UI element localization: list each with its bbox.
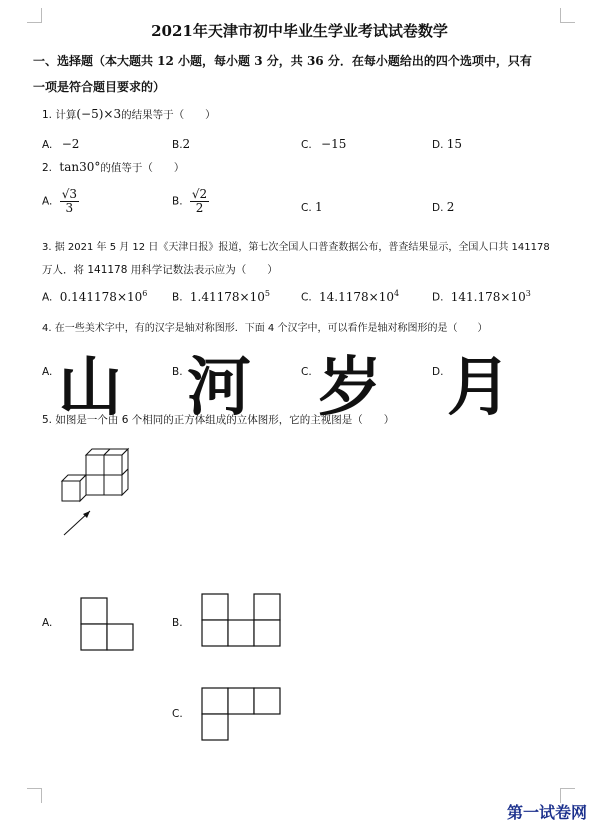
section-heading-line1: 一、选择题（本大题共 12 小题，每小题 3 分，共 36 分．在每小题给出的四个选项中，只有 (33, 54, 532, 68)
fraction-numerator: √2 (191, 187, 208, 201)
option-label: C. (301, 202, 312, 214)
option-value: 2 (182, 137, 191, 151)
q1-option-d[interactable] (432, 137, 462, 151)
option-exponent: 3 (525, 289, 531, 298)
question-4-stem: 4. 在一些美术字中，有的汉字是轴对称图形．下面 4 个汉字中，可以看作是轴对称图形的是（ ） (42, 323, 488, 334)
q4-option-c-label[interactable]: C. (301, 366, 312, 378)
option-label: B. (172, 139, 183, 151)
q2-option-b[interactable] (172, 188, 209, 215)
option-label: A. (42, 291, 53, 304)
question-5-stem: 5. 如图是一个由 6 个相同的正方体组成的立体图形，它的主视图是（ ） (42, 414, 395, 426)
q4-option-c-character: 岁 (318, 351, 382, 425)
option-label: D. (432, 139, 444, 151)
q5-option-a-figure (80, 597, 136, 653)
q5-option-c-label[interactable]: C. (172, 708, 183, 720)
option-exponent: 4 (393, 289, 400, 298)
q5-option-c-figure (201, 687, 283, 743)
fraction-denominator: 2 (195, 201, 204, 215)
section-heading-line2: 一项是符合题目要求的） (33, 80, 166, 94)
question-1-stem (42, 107, 216, 122)
q5-option-a-label[interactable]: A. (42, 617, 53, 629)
q2-stem-prefix: 2. (42, 162, 53, 174)
q4-option-a-label[interactable]: A. (42, 366, 53, 378)
q1-option-b[interactable] (172, 137, 190, 151)
option-exponent: 5 (264, 289, 270, 298)
q4-option-d-character: 月 (447, 351, 511, 425)
q3-option-c[interactable] (301, 289, 399, 304)
q2-stem-suffix: 的值等于（ ） (100, 162, 185, 174)
watermark-logo: 第一试卷网 (506, 803, 587, 822)
option-label: B. (172, 291, 183, 304)
q2-option-c[interactable] (301, 200, 323, 214)
option-label: A. (42, 139, 53, 151)
fraction (190, 188, 209, 215)
q4-option-b-character: 河 (187, 351, 251, 425)
q4-option-d-label[interactable]: D. (432, 366, 444, 378)
q3-option-b[interactable] (172, 289, 270, 304)
option-value: −2 (61, 137, 80, 151)
option-label: B. (172, 195, 183, 208)
q5-option-b-figure (201, 593, 283, 649)
option-label: C. (301, 291, 312, 304)
option-label: D. (432, 291, 444, 304)
q1-option-c[interactable] (301, 137, 346, 151)
option-mantissa: 1.41178×10 (189, 289, 265, 304)
q1-stem-prefix: 1. 计算 (42, 109, 77, 121)
q3-option-a[interactable] (42, 289, 147, 304)
fraction-numerator: √3 (61, 187, 77, 201)
option-label: C. (301, 139, 312, 151)
option-value: 2 (446, 200, 455, 214)
cube-solid-figure (50, 445, 140, 545)
option-exponent: 6 (142, 289, 148, 298)
fraction-denominator: 3 (65, 201, 74, 215)
q2-option-a[interactable] (42, 188, 79, 215)
option-mantissa: 141.178×10 (450, 289, 526, 304)
question-3-stem-line1: 3. 据 2021 年 5 月 12 日《天津日报》报道，第七次全国人口普查数据公布，普查结果显示，全国人口共 141178 (42, 242, 550, 253)
q1-option-a[interactable] (42, 137, 79, 151)
crop-mark-bottom-left (27, 788, 42, 803)
q3-option-d[interactable] (432, 289, 531, 304)
option-value: −15 (321, 137, 347, 151)
q4-option-a-character: 山 (58, 351, 122, 425)
option-value: 15 (446, 137, 463, 151)
q2-expression: tan30° (59, 160, 101, 174)
q5-option-b-label[interactable]: B. (172, 617, 183, 629)
q1-stem-suffix: 的结果等于（ ） (121, 109, 216, 121)
q4-option-b-label[interactable]: B. (172, 366, 183, 378)
q1-expression: (−5)×3 (76, 107, 122, 121)
page-title: 2021年天津市初中毕业生学业考试试卷数学 (151, 22, 448, 40)
q2-option-d[interactable] (432, 200, 454, 214)
option-mantissa: 0.141178×10 (59, 289, 143, 304)
question-2-stem (42, 160, 184, 175)
option-label: A. (42, 195, 53, 208)
option-value: 1 (315, 200, 323, 214)
option-mantissa: 14.1178×10 (319, 289, 394, 304)
fraction (60, 188, 79, 215)
option-label: D. (432, 202, 444, 214)
question-3-stem-line2: 万人．将 141178 用科学记数法表示应为（ ） (42, 264, 278, 276)
